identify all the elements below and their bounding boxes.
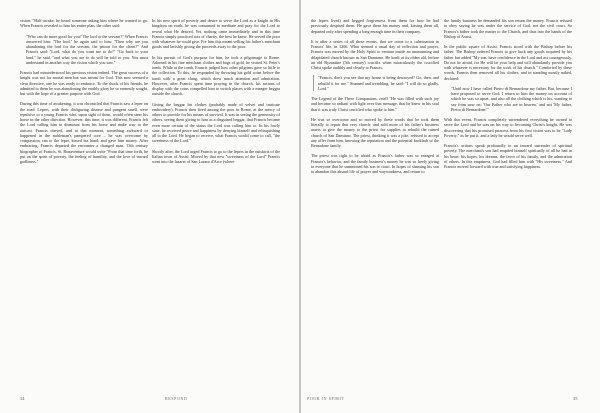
running-footer: RESPOND	[165, 396, 188, 401]
quote-paragraph: "Until now I have called Pietro di Bernardone my father. But, because I have proposed to serve God, I return to him the money on account of which he was so upset, and also all the clothing which is his, wanting to say from now on: 'Our Father who are in heaven,' and not 'My father, Pietro di Bernardone.'"	[451, 85, 572, 112]
paragraph: Shortly after, the Lord urged Francis to go to the lepers in the outskirts of the Italian town of Assisi. Moved by that new "sweetness of the Lord" Francis went into the lazaret of San Lazaro d'Arce (where	[152, 148, 280, 164]
quote-paragraph: "Francis, don't you see that my house is being destroyed? Go, then, and rebuild it for me." Stunned and trembling, he said: "I will do so gladly, Lord."	[313, 75, 439, 91]
running-footer: POOR IN SPIRIT	[307, 396, 345, 401]
paragraph: With this event, Francis completely surrendered everything he owned to serve the Lord and he was on his way to becoming Christ's knight. He was discovering that his promised princess from his first vision was to be "Lady Poverty," as he put it, and a lady he would serve well.	[444, 117, 572, 138]
paragraph: During this time of awakening, it was chronicled that Francis saw a leper on the road. Lepers, with their disfiguring disease and pungent smell, were repulsive to a young Francis who, upon sight of them, would often steer his horse in the other direction. However, this time, it was different. Francis felt the Lord calling him to dismount from his horse and make way to the outcast. Francis obeyed, and at that moment, something awkward or happened in the nobleman's pampered core – he was overcome by compassion, ran to the leper, kissed his hand, and gave him money. After embracing, Francis departed the encounter a changed man. 13th century biographer of Francis, St. Bonaventure would write "From that time forth, he put on the spirit of poverty, the feeling of humility, and the love of inward godliness."	[20, 101, 148, 164]
paragraph: Giving the beggar his clothes (probably made of velvet and intricate embroidery), Francis then lived among the poor in Rome, at the mercy of others to provide for his means of survival. It was in seeing the generosity of others, seeing them giving to him as a disguised beggar, that Francis became even more certain of the status the Lord was calling him to. In his lowly state, he received peace and happiness by denying himself and relinquishing all to the Lord. He began to receive, what Francis would come to call, "the sweetness of the Lord."	[152, 101, 280, 144]
paragraph: Francis's actions speak profoundly to an inward surrender of spiritual poverty. The merchant's son had emptied himself spiritually of all he had in his heart: his hopes, his dreams, the favor of his family, and the admiration of others. In this emptiness, God had filled him with "His sweetness." And Francis moved forward with true and satisfying happiness.	[444, 143, 572, 169]
right-column-2	[444, 18, 572, 174]
left-page	[0, 0, 299, 413]
paragraph: In the public square of Assisi, Francis stood with the Bishop before his father. The Bishop ordered Francis to give back any goods acquired by his father but added "My son, have confidence in the Lord and act courageously. Do not be afraid, for He will be your help and will abundantly provide you with whatever is necessary for the work of his church." Comforted by these words, Francis then removed all his clothes, and in standing mostly naked, declared:	[444, 44, 572, 81]
quote-paragraph: "Who can do more good for you? The lord or the servant?" When Francis answered him: "The lord," he again said to him: "Then why are you abandoning the lord for the servant, the patron for the client?" And Francis said: "Lord, what do you want me to do?" "Go back to your land," he said, "and what you are to do will be told to you. You must understand in another way the vision which you saw."	[26, 33, 148, 65]
paragraph: the lepers lived) and begged forgiveness from them for how he had previously despised them. He gave them his money and, kissing them all, departed only after spending a long enough time in their company.	[311, 18, 439, 34]
paragraph: It is after a series of all these events, that we come to a culmination in Francis' life, in 1206. What seemed a usual day of reflection and prayer, Francis was moved by the Holy Spirit to venture inside an unassuming and dilapidated church known as San Damiano. He knelt at its olden old, before an old Byzantine (5th century) crucifix when miraculously the crucified Christ spoke audibly and clearly to Francis.	[311, 38, 439, 70]
page-number: 34	[20, 396, 25, 401]
paragraph: the family business he demanded his son return the money. Francis refused to obey saying he was under the service of God, not the civil court. So Francis's father took the matter to the Church, and thus into the hands of the Bishop of Assisi.	[444, 18, 572, 39]
paragraph: He was so overcome and so moved by these words that he took them literally to repair that very church: and sold more of his father's business assets to give the money to the priest for supplies to rebuild the ruined church of San Damiano. The priest, thinking it was a joke, refused to accept any offer from him, knowing the reputation and the potential backlash of the Bernadone family.	[311, 116, 439, 148]
right-page	[301, 0, 600, 413]
paragraph: In his pursuit of God's purpose for him, he took a pilgrimage to Rome. Adorned in his fine merchant clothes and bags of gold, he visited St. Peter's tomb. While at the tomb, Francis judged how other pilgrims gave so little to the collection. To this, he responded by throwing his gold coins before the tomb with a great clang, which drew much attention and admiration. However, after Francis spent time praying in the church, his actions of display with the coins compelled him to switch places with a meager beggar outside the church.	[152, 54, 280, 97]
left-column-2	[152, 18, 280, 169]
paragraph: The Legend of the Three Companions, retell "He was filled with such joy and became so radiant with light over that message, that he knew in his soul that it was truly Christ crucified who spoke to him."	[311, 96, 439, 112]
left-column-1	[20, 18, 148, 169]
paragraph: vision, "Half-awake, he heard someone asking him where he wanted to go. When Francis revealed to him his entire plan, the other said:	[20, 18, 148, 29]
right-column-1	[311, 18, 439, 179]
paragraph: The priest was right to be afraid as Francis's father was so enraged at Francis's behavior, and the family business's money he was so freely giving to everyone that he summoned his son to court. In hopes of shaming his son to abandon this absurd life of prayer and waywardness, and return to	[311, 153, 439, 174]
page-number: 35	[573, 396, 578, 401]
paragraph: In his new spirit of poverty and desire to serve the Lord as a knight in His kingdom on earth, he was consumed to meditate and pray for the Lord to reveal what He desired. Yet, nothing came immediately and in this time Francis simply practiced acts of charity, the best he knew. He served the poor with whatever he could give. For him this meant selling his father's merchant goods and lavishly giving the proceeds away to the poor.	[152, 18, 280, 50]
paragraph: Francis had misunderstood his previous vision indeed. The great success of a knight was not for mortal men but was meant for God. This now seemed a clear directive, one he was ready to embrace. To the shock of his friends, he admitted to them he was abandoning the earthly glory he so earnestly sought, but with the hope of a greater purpose with God.	[20, 70, 148, 96]
